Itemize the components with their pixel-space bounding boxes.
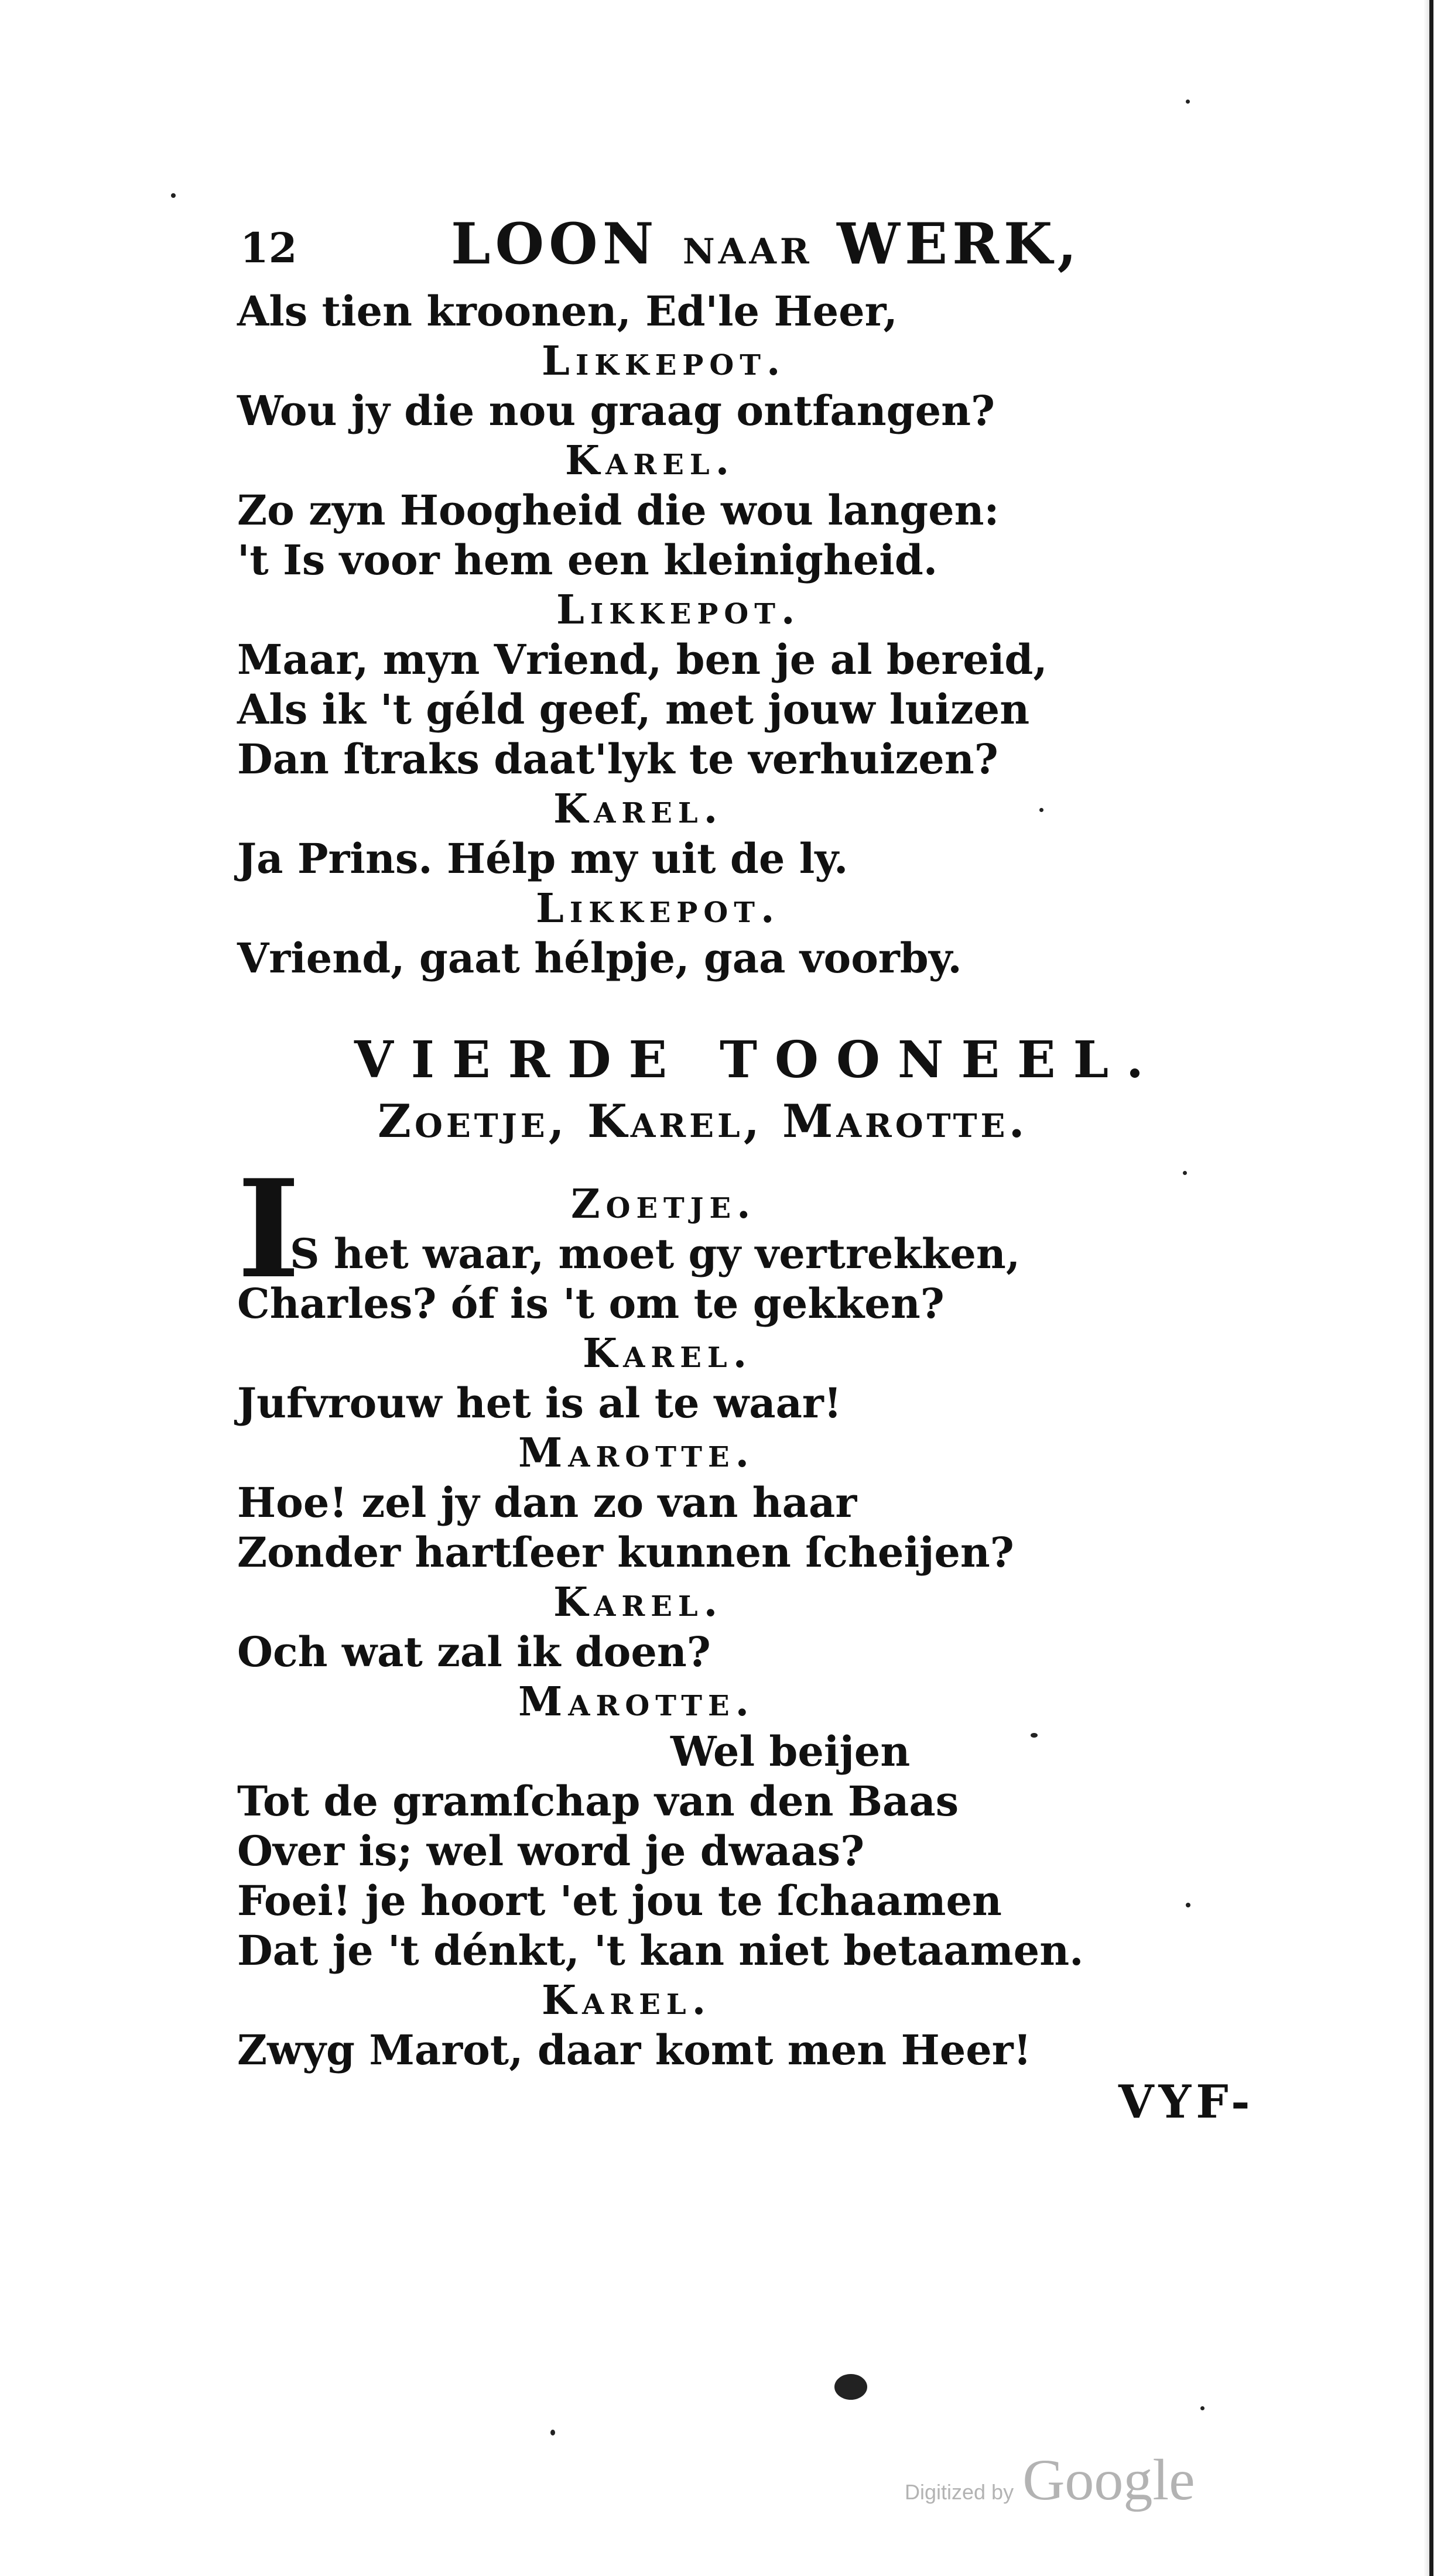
watermark-prefix: Digitized by [905,2480,1014,2504]
scan-speck [1200,2406,1205,2410]
speaker-name: Likkepot. [556,587,801,633]
page-header [240,211,1082,277]
speaker-name: Karel. [553,1579,724,1626]
verse-line: Ja Prins. Hélp my uit de ly. [237,834,848,883]
verse-line: Dan ſtraks daat'lyk te verhuizen? [237,735,998,783]
speaker-name: Likkepot. [536,885,781,932]
verse-line: Als ik 't géld geef, met jouw luizen [237,685,1030,734]
speaker-name: Marotte. [518,1430,755,1477]
verse-line: Dat je 't dénkt, 't kan niet betaamen. [237,1926,1084,1975]
speaker-name: Karel. [583,1330,753,1377]
speaker-name: Zoetje. [571,1181,757,1228]
speaker-name: Karel. [553,786,724,833]
verse-line: Wou jy die nou graag ontfangen? [237,386,995,435]
scan-speck [171,193,176,198]
digitized-watermark [905,2446,1195,2513]
speaker-name: Marotte. [518,1678,755,1725]
scene-cast: Zoetje, Karel, Marotte. [378,1095,1028,1148]
speaker-name: Likkepot. [542,338,786,385]
page-edge [1429,0,1433,2576]
watermark-brand: Google [1022,2447,1195,2512]
ink-blot [834,2374,867,2400]
speaker-name: Karel. [565,437,735,484]
verse-line: Als tien kroonen, Ed'le Heer, [237,287,898,335]
scene-title: VIERDE TOONEEL. [354,1030,1161,1090]
scan-speck [1031,1733,1038,1738]
running-title-part1: LOON [451,211,659,277]
scan-speck [1186,100,1190,104]
scan-speck [550,2430,555,2435]
page-edge-shadow [1424,0,1429,2576]
verse-line: S het waar, moet gy vertrekken, [290,1229,1021,1278]
scan-speck [1039,808,1043,812]
verse-line: Vriend, gaat hélpje, gaa voorby. [237,934,962,982]
verse-line: Over is; wel word je dwaas? [237,1827,865,1875]
drop-cap: I [237,1150,300,1308]
verse-line: 't Is voor hem een kleinigheid. [237,536,938,584]
verse-line: Tot de gramſchap van den Baas [237,1777,959,1825]
catchword: VYF- [1118,2075,1255,2129]
page-number: 12 [240,224,297,272]
scan-speck [1183,1171,1187,1175]
verse-line: Zwyg Marot, daar komt men Heer! [237,2026,1032,2074]
running-title-part2: NAAR [682,231,813,272]
verse-line: Och wat zal ik doen? [237,1628,711,1676]
verse-line: Zonder hartſeer kunnen ſcheijen? [237,1528,1014,1577]
verse-line: Charles? óf is 't om te gekken? [237,1279,945,1328]
verse-line: Zo zyn Hoogheid die wou langen: [237,486,1000,535]
running-title-part3: WERK, [837,211,1082,277]
verse-line: Jufvrouw het is al te waar! [237,1379,842,1427]
speaker-name: Karel. [542,1977,712,2024]
verse-line: Hoe! zel jy dan zo van haar [237,1478,857,1527]
verse-line: Maar, myn Vriend, ben je al bereid, [237,635,1048,684]
scan-speck [1186,1903,1190,1907]
verse-line: Foei! je hoort 'et jou te ſchaamen [237,1876,1002,1925]
verse-line: Wel beijen [670,1727,911,1776]
running-title [451,211,1082,277]
